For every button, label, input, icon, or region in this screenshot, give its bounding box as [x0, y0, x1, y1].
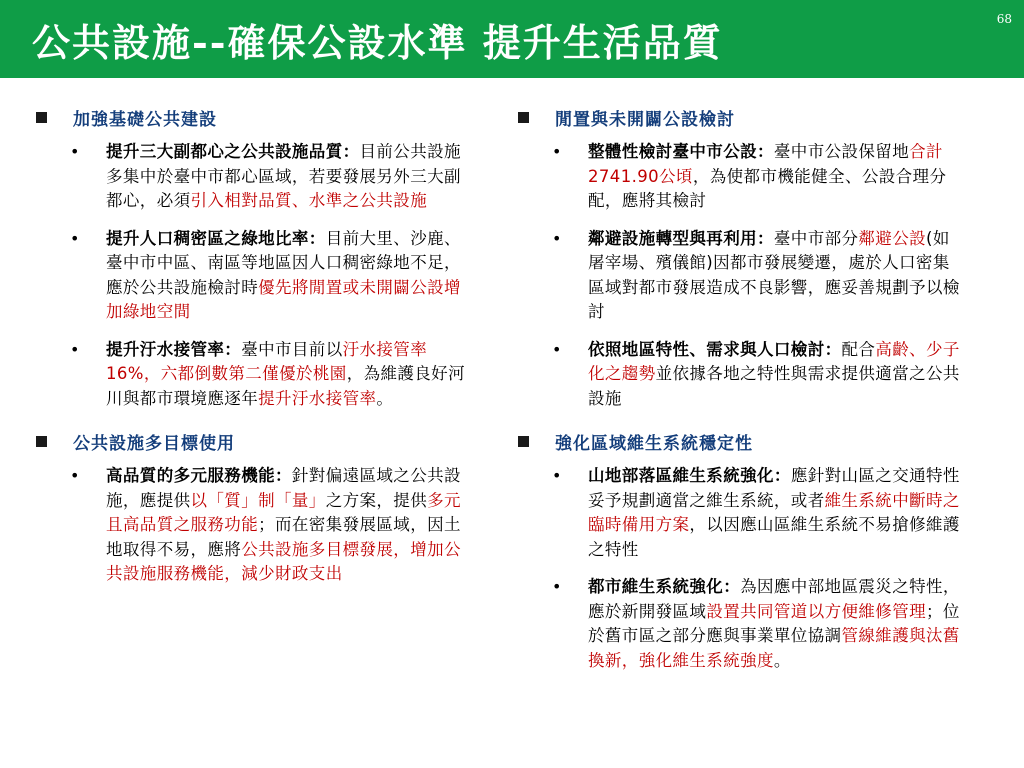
bullet-dot-icon [36, 338, 74, 412]
item-text [588, 575, 960, 673]
highlight-text: 鄰避公設 [858, 228, 927, 248]
bullet-dot-icon [518, 575, 556, 673]
list-item [518, 338, 960, 412]
list-item [36, 464, 468, 587]
highlight-text: 多元且高品質之服務功能 [106, 490, 461, 534]
right-column [518, 100, 960, 686]
body-text: 配合 [841, 339, 876, 359]
item-text [588, 227, 960, 325]
section-heading [36, 100, 468, 134]
item-text [588, 140, 960, 214]
list-item [518, 575, 960, 673]
body-text: 應針對山區之交通特性妥予規劃適當之維生系統，或者 [588, 466, 960, 510]
list-item [518, 227, 960, 325]
item-heading: 整體性檢討臺中市公設： [588, 142, 774, 161]
section-title: 閒置與未開闢公設檢討 [555, 109, 735, 130]
section-title: 加強基礎公共建設 [73, 109, 217, 130]
bullet-dot-icon [518, 338, 556, 412]
body-text: 。 [773, 650, 791, 670]
item-text [588, 338, 960, 412]
square-bullet-icon [518, 112, 529, 123]
bullet-dot-icon [36, 227, 74, 325]
square-bullet-icon [36, 436, 47, 447]
item-heading: 依照地區特性、需求與人口檢討： [588, 339, 842, 359]
bullet-dot-icon [518, 140, 556, 214]
section-title: 強化區域維生系統穩定性 [555, 433, 753, 454]
bullet-dot-icon [518, 464, 556, 562]
item-heading: 提升汙水接管率： [106, 339, 242, 359]
item-heading: 提升人口稠密區之綠地比率： [106, 228, 326, 248]
square-bullet-icon [518, 436, 529, 447]
bullet-dot-icon [36, 464, 74, 587]
section [36, 424, 468, 587]
item-text [106, 140, 468, 214]
item-text [106, 338, 468, 412]
body-text: 臺中市公設保留地 [773, 142, 910, 161]
left-column [36, 100, 468, 600]
body-text: 。 [376, 388, 394, 408]
title-bar [0, 0, 1024, 78]
highlight-text: 汙水接管率16%，六都倒數第二僅優於桃園 [106, 339, 428, 383]
body-text: 目前大里、沙鹿、臺中市中區、南區等地區因人口稠密綠地不足，應於公共設施檢討時 [106, 228, 461, 297]
body-text: ，以因應山區維生系統不易搶修維護之特性 [588, 515, 960, 559]
item-heading: 鄰避設施轉型與再利用： [588, 228, 774, 248]
section-title: 公共設施多目標使用 [73, 433, 235, 454]
highlight-text: 以「質」制「量」 [190, 490, 326, 510]
item-text [106, 227, 468, 325]
body-text: 為因應中部地區震災之特性，應於新開發區域 [588, 577, 960, 621]
highlight-text: 提升汙水接管率 [258, 388, 377, 408]
list-item [518, 140, 960, 214]
item-heading: 山地部落區維生系統強化： [588, 466, 791, 485]
highlight-text: 引入相對品質、水準之公共設施 [190, 191, 428, 210]
page-number: 68 [996, 12, 1012, 26]
section [36, 100, 468, 411]
highlight-text: 合計2741.90公頃 [588, 142, 943, 186]
highlight-text: 設置共同管道以方便維修管理 [706, 601, 927, 621]
section [518, 100, 960, 411]
highlight-text: 優先將閒置或未開闢公設增加綠地空間 [106, 277, 461, 321]
item-heading: 都市維生系統強化： [588, 577, 741, 596]
section-heading [518, 424, 960, 458]
highlight-text: 公共設施多目標發展，增加公共設施服務機能，減少財政支出 [106, 539, 461, 583]
list-item [36, 140, 468, 214]
body-text: 之方案，提供 [325, 490, 428, 510]
body-text: ；而在密集發展區域，因土地取得不易，應將 [106, 515, 461, 559]
body-text: (如屠宰場、殯儀館)因都市發展變遷，處於人口密集區域對都市發展造成不良影響，應妥善規劃予以檢討 [588, 228, 960, 321]
highlight-text: 管線維護與汰舊換新，強化維生系統強度 [588, 626, 960, 670]
item-text [588, 464, 960, 562]
section-heading [518, 100, 960, 134]
list-item [36, 338, 468, 412]
list-item [36, 227, 468, 325]
section-heading [36, 424, 468, 458]
body-text: 並依據各地之特性與需求提供適當之公共設施 [588, 364, 960, 408]
item-heading: 提升三大副都心之公共設施品質： [106, 142, 360, 161]
body-text: 臺中市部分 [773, 228, 859, 248]
highlight-text: 高齡、少子化之趨勢 [588, 339, 960, 383]
body-text: 臺中市目前以 [241, 339, 343, 359]
body-text: ，為維護良好河川與都市環境應逐年 [106, 364, 465, 408]
body-text: 針對偏遠區域之公共設施，應提供 [106, 466, 461, 510]
page-title: 公共設施--確保公設水準 提升生活品質 [32, 20, 723, 65]
body-text: 目前公共設施多集中於臺中市都心區域，若要發展另外三大副都心，必須 [106, 142, 461, 210]
list-item [518, 464, 960, 562]
highlight-text: 維生系統中斷時之臨時備用方案 [588, 490, 960, 534]
body-text: ；位於舊市區之部分應與事業單位協調 [588, 601, 960, 645]
body-text: ，為使都市機能健全、公設合理分配，應將其檢討 [588, 166, 947, 210]
bullet-dot-icon [36, 140, 74, 214]
item-text [106, 464, 468, 587]
bullet-dot-icon [518, 227, 556, 325]
square-bullet-icon [36, 112, 47, 123]
section [518, 424, 960, 673]
item-heading: 高品質的多元服務機能： [106, 466, 292, 485]
